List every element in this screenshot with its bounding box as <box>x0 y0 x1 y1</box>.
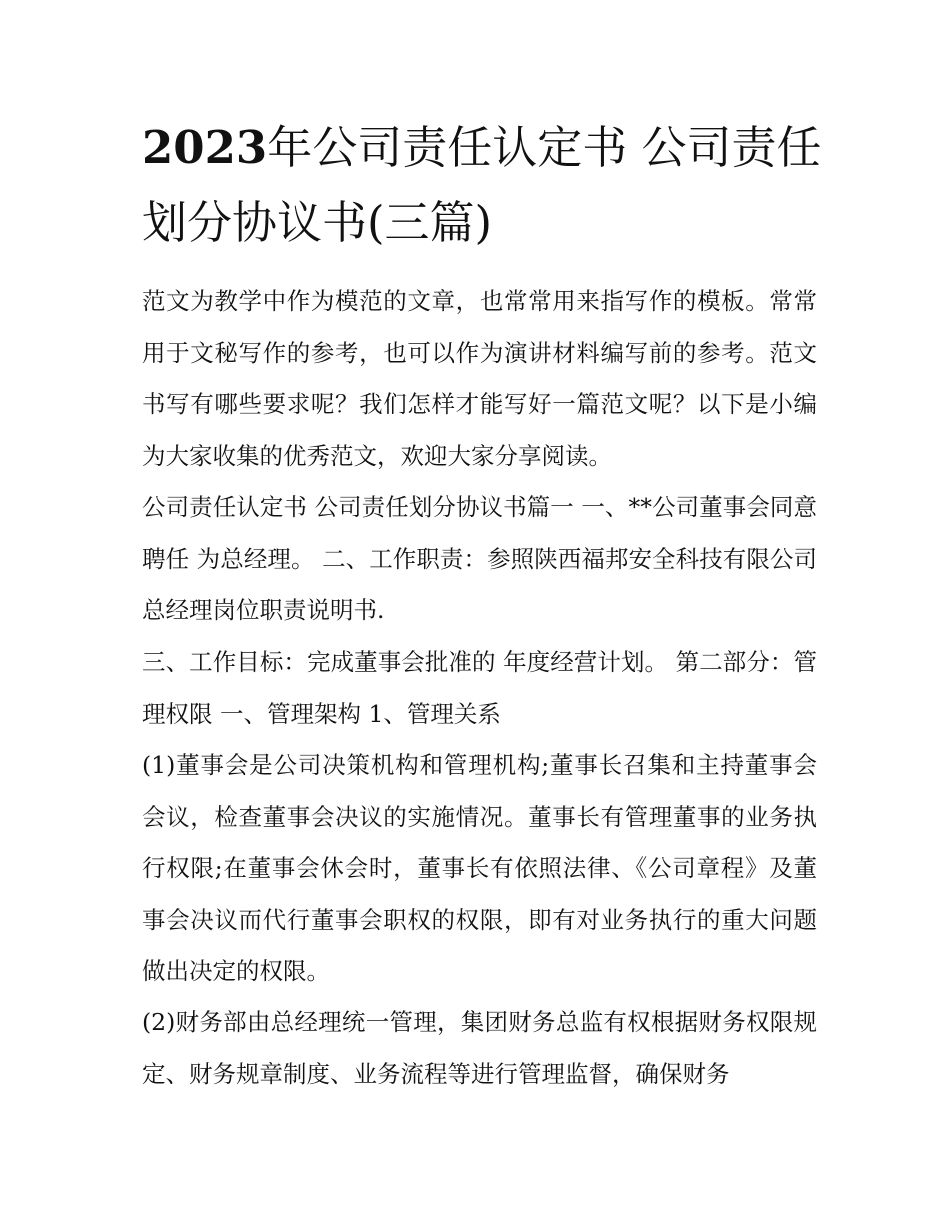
document-title <box>142 110 822 260</box>
title-year: 2023 <box>142 121 268 174</box>
section-paragraph-2: 三、工作目标：完成董事会批准的 年度经营计划。 第二部分：管理权限 一、管理架构 1、管理关系 <box>142 648 817 728</box>
document-body <box>142 276 817 1100</box>
title-text: 年公司责任认定书 公司责任划分协议书(三篇) <box>142 121 822 249</box>
intro-paragraph: 范文为教学中作为模范的文章，也常常用来指写作的模板。常常用于文秘写作的参考，也可以作为演讲材料编写前的参考。范文书写有哪些要求呢？我们怎样才能写好一篇范文呢？以下是小编为大家收集的优秀范文，欢迎大家分享阅读。 <box>142 287 817 470</box>
section-paragraph-4: (2)财务部由总经理统一管理，集团财务总监有权根据财务权限规定、财务规章制度、业务流程等进行管理监督，确保财务 <box>142 1008 817 1088</box>
section-paragraph-3: (1)董事会是公司决策机构和管理机构;董事长召集和主持董事会会议，检查董事会决议的实施情况。董事长有管理董事的业务执行权限;在董事会休会时，董事长有依照法律、《公司章程》及董事会决议而代行董事会职权的权限，即有对业务执行的重大问题做出决定的权限。 <box>142 751 817 985</box>
section-paragraph-1: 公司责任认定书 公司责任划分协议书篇一 一、**公司董事会同意聘任 为总经理。 二、工作职责：参照陕西福邦安全科技有限公司总经理岗位职责说明书. <box>142 493 817 624</box>
